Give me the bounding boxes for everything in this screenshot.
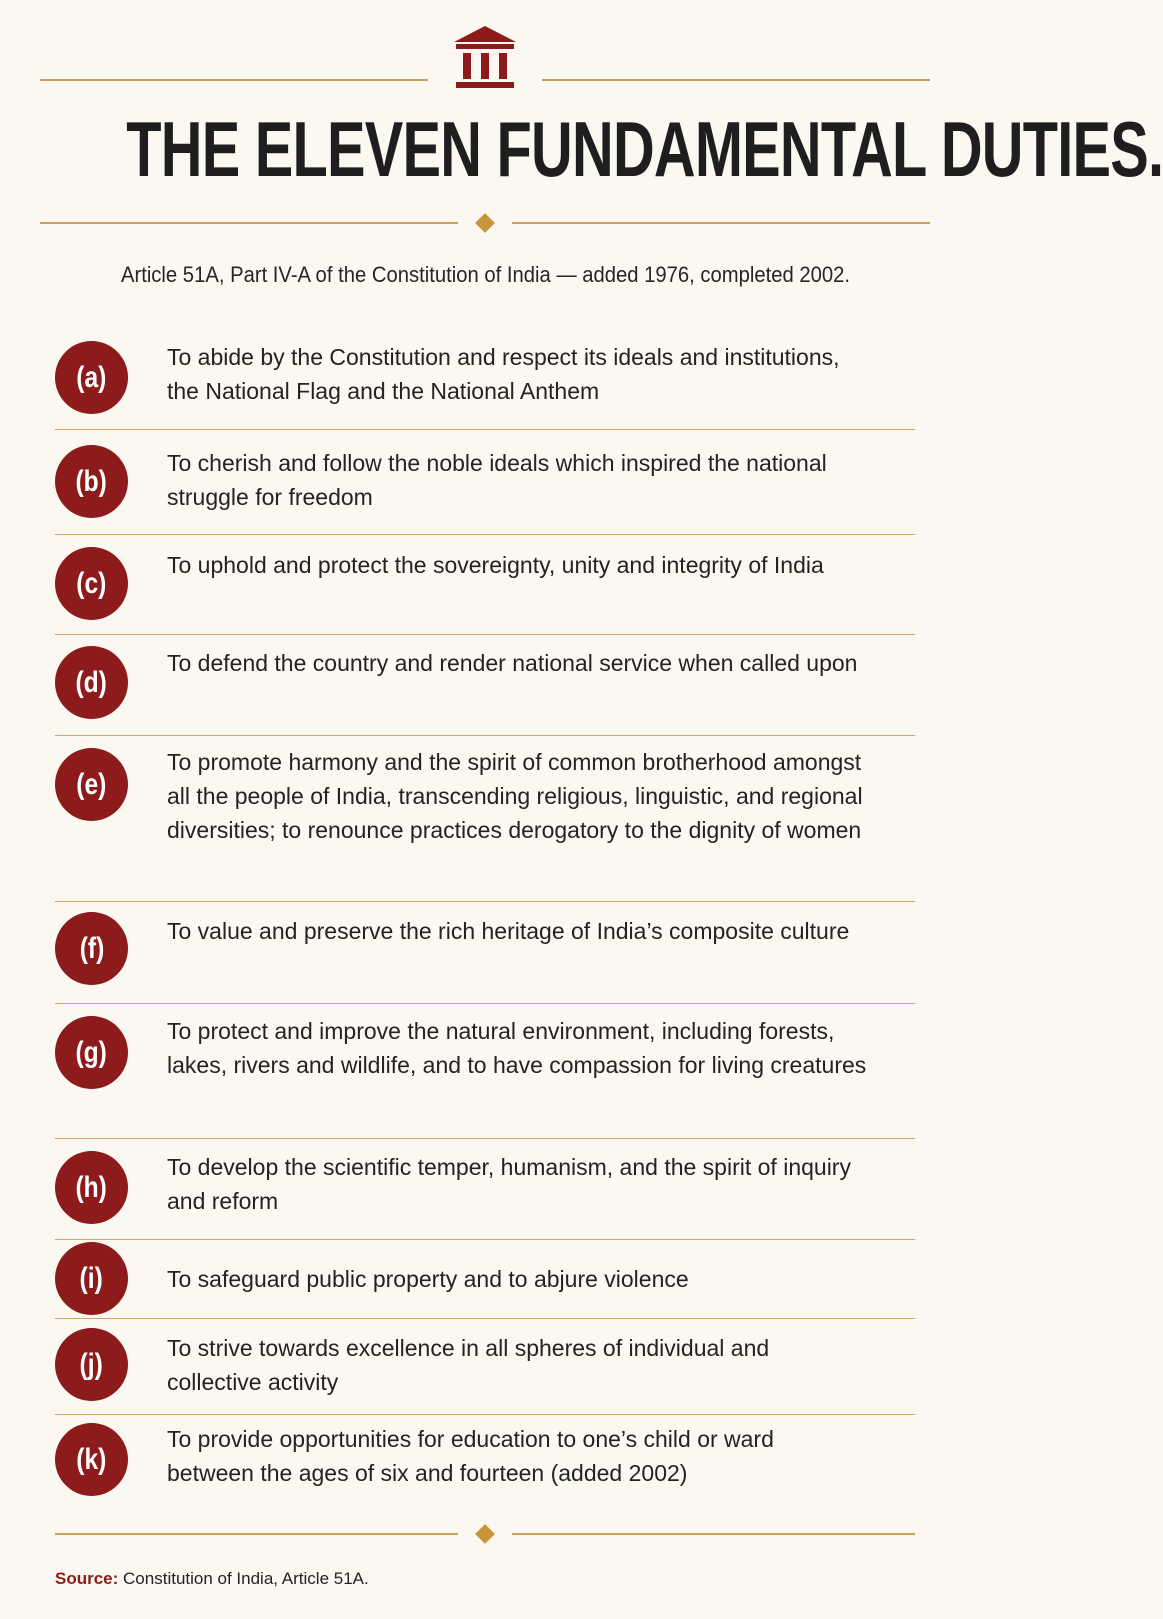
- footer-rule-left: [55, 1533, 458, 1535]
- list-item: [55, 635, 915, 736]
- pillared-building-icon: [450, 24, 520, 94]
- list-item: [55, 330, 915, 430]
- header-rule-left: [40, 79, 428, 81]
- duty-text: To abide by the Constitution and respect its ideals and institutions, the National Flag and the National Anthem: [167, 344, 840, 404]
- duty-badge: (d): [55, 646, 128, 719]
- duty-text: To cherish and follow the noble ideals which inspired the national struggle for freedom: [167, 450, 827, 510]
- duty-badge: (c): [55, 547, 128, 620]
- list-item: [55, 535, 915, 635]
- list-item: [55, 1004, 915, 1139]
- source-note: [55, 1569, 369, 1589]
- title-rule-right: [512, 222, 930, 224]
- duty-text: To safeguard public property and to abjure violence: [167, 1266, 689, 1292]
- list-item: [55, 1319, 915, 1415]
- duty-text: To develop the scientific temper, humanism, and the spirit of inquiry and reform: [167, 1154, 851, 1214]
- header-rule-right: [542, 79, 930, 81]
- duty-text: To uphold and protect the sovereignty, unity and integrity of India: [167, 552, 824, 578]
- list-item: [55, 430, 915, 535]
- duty-badge: (g): [55, 1016, 128, 1089]
- title-rule-left: [40, 222, 458, 224]
- footer-rule-right: [512, 1533, 915, 1535]
- list-item: [55, 1415, 915, 1515]
- source-text: Constitution of India, Article 51A.: [123, 1569, 369, 1588]
- duty-badge: (i): [55, 1242, 128, 1315]
- duty-text: To defend the country and render national service when called upon: [167, 650, 858, 676]
- duty-text: To provide opportunities for education to one’s child or ward between the ages of six and fourteen (added 2002): [167, 1426, 774, 1486]
- duty-badge: (f): [55, 912, 128, 985]
- duty-badge: (j): [55, 1328, 128, 1401]
- diamond-icon: [475, 213, 495, 233]
- duty-text: To protect and improve the natural environment, including forests, lakes, rivers and wildlife, and to have compassion for living creatures: [167, 1018, 867, 1078]
- duty-text: To value and preserve the rich heritage of India’s composite culture: [167, 918, 850, 944]
- duty-text: To promote harmony and the spirit of common brotherhood amongst all the people of India, transcending religious, linguistic, and regional diversities; to renounce practices derogatory to the dignity of women: [167, 749, 863, 843]
- list-item: [55, 736, 915, 902]
- duty-badge: (b): [55, 445, 128, 518]
- duty-text: To strive towards excellence in all spheres of individual and collective activity: [167, 1335, 770, 1395]
- diamond-icon: [475, 1524, 495, 1544]
- list-item: [55, 1139, 915, 1240]
- list-item: [55, 902, 915, 1004]
- source-label: Source:: [55, 1569, 119, 1588]
- duty-badge: (h): [55, 1151, 128, 1224]
- list-item: [55, 1240, 915, 1319]
- duty-badge: (k): [55, 1423, 128, 1496]
- duty-badge: (e): [55, 748, 128, 821]
- duty-badge: (a): [55, 341, 128, 414]
- page-subtitle: Article 51A, Part IV-A of the Constitution of India — added 1976, completed 2002.: [120, 262, 851, 287]
- page-title: THE ELEVEN FUNDAMENTAL DUTIES.: [126, 105, 1163, 193]
